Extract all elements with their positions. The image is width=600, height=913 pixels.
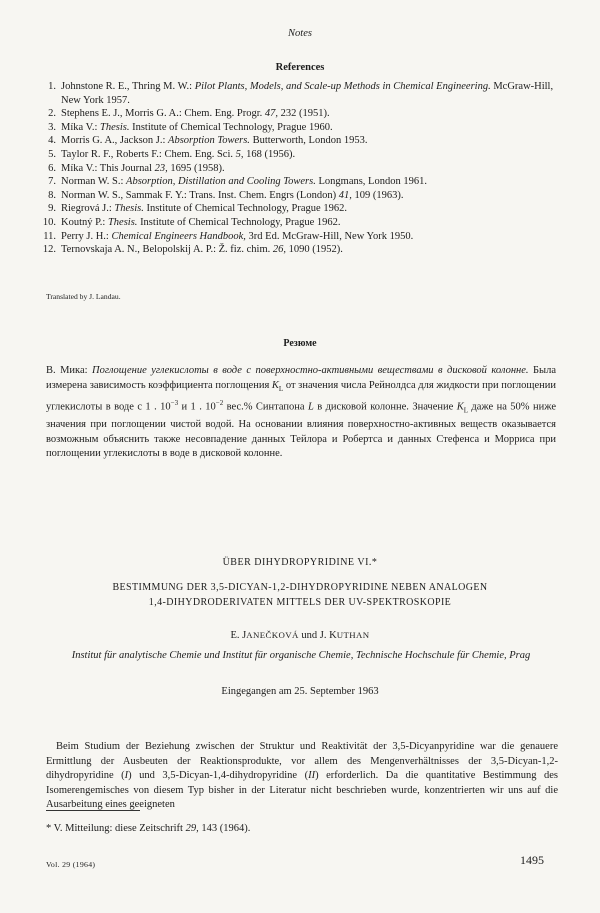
received-date: Eingegangen am 25. September 1963: [221, 686, 379, 697]
reference-item: 3. Míka V.: Thesis. Institute of Chemical Technology, Prague 1960.: [48, 121, 333, 133]
article-series-title: ÜBER DIHYDROPYRIDINE VI.*: [222, 557, 378, 568]
reference-list: [40, 80, 562, 257]
reference-item: 4. Morris G. A., Jackson J.: Absorption Towers. Butterworth, London 1953.: [48, 135, 368, 147]
article-affiliation: Institut für analytische Chemie und Institut für organische Chemie, Technische Hochschule für Chemie, Prag: [71, 650, 531, 661]
volume-label: Vol. 29 (1964): [46, 860, 96, 869]
reference-item: 6. Míka V.: This Journal 23, 1695 (1958).: [48, 162, 225, 174]
translator-note: Translated by J. Landau.: [46, 292, 121, 301]
running-head: Notes: [288, 28, 312, 39]
article-body-paragraph: Beim Studium der Beziehung zwischen der Struktur und Reaktivität der 3,5-Dicyanpyridine war die genauere Ermittlung der Ausbeuten der Reaktionsprodukte, vor allem des Mengenverhältnisses der 3,5-Dicyan-1,2-dihydropyridine (I) und 3,5-Dicyan-1,4-dihydropyridine (II) erforderlich. Da die quantitative Bestimmung des Isomerengemisches von diesem Typ bisher in der Literatur nicht beschrieben wurde, konzentrierten wir uns auf die Ausarbeitung eines geeigneten: [46, 741, 559, 810]
reference-item: 11. Perry J. H.: Chemical Engineers Handbook, 3rd Ed. McGraw-Hill, New York 1950.: [43, 230, 414, 242]
reference-item: 7. Norman W. S.: Absorption, Distillation and Cooling Towers. Longmans, London 1961.: [48, 176, 427, 188]
footnote: * V. Mitteilung: diese Zeitschrift 29, 143 (1964).: [46, 823, 251, 834]
article-authors: E. JANEČKOVÁ und J. KUTHAN: [230, 630, 370, 641]
reference-item: 9. Riegrová J.: Thesis. Institute of Chemical Technology, Prague 1962.: [48, 203, 347, 215]
reference-item: 1. Johnstone R. E., Thring M. W.: Pilot Plants, Models, and Scale-up Methods in Chemical Engineering. McGraw-Hill, New York 1957.: [48, 81, 554, 106]
page-number: 1495: [520, 853, 544, 867]
resume-paragraph: В. Мика: Поглощение углекислоты в воде с поверхностно-активными веществами в дисковой колонне. Была измерена зависимость коэффициента поглощения $K_L$ от значения числа Рейнолдса для жидкости при поглощении углекислоты в воде с 1 . $10^{-3}$ и 1 . $10^{-2}$ вес.% Синтапона L в дисковой колонне. Значение $K_L$ даже на 50% ниже значения при поглощении чистой водой. На основании влияния поверхностно-активных веществ оказывается возможным объяснить также несовпадение данных Тейлора и Робертса и данных Стефенса и Морриса при поглощении углекислоты в воде в дисковой колонне.: [46, 365, 557, 460]
reference-item: 8. Norman W. S., Sammak F. Y.: Trans. Inst. Chem. Engrs (London) 41, 109 (1963).: [48, 189, 404, 201]
references-title: References: [275, 62, 325, 73]
footnote-rule: [46, 810, 140, 811]
reference-item: 5. Taylor R. F., Roberts F.: Chem. Eng. Sci. 5, 168 (1956).: [48, 148, 296, 160]
reference-item: 2. Stephens E. J., Morris G. A.: Chem. Eng. Progr. 47, 232 (1951).: [48, 108, 330, 120]
reference-item: 12. Ternovskaja A. N., Belopolskij A. P.: Ž. fiz. chim. 26, 1090 (1952).: [42, 244, 343, 256]
reference-item: 10. Koutný P.: Thesis. Institute of Chemical Technology, Prague 1962.: [42, 216, 341, 228]
resume-title: Резюме: [283, 338, 317, 349]
article-title: BESTIMMUNG DER 3,5-DICYAN-1,2-DIHYDROPYRIDINE NEBEN ANALOGEN 1,4-DIHYDRODERIVATEN MITTELS DER UV-SPEKTROSKOPIE: [112, 582, 488, 608]
